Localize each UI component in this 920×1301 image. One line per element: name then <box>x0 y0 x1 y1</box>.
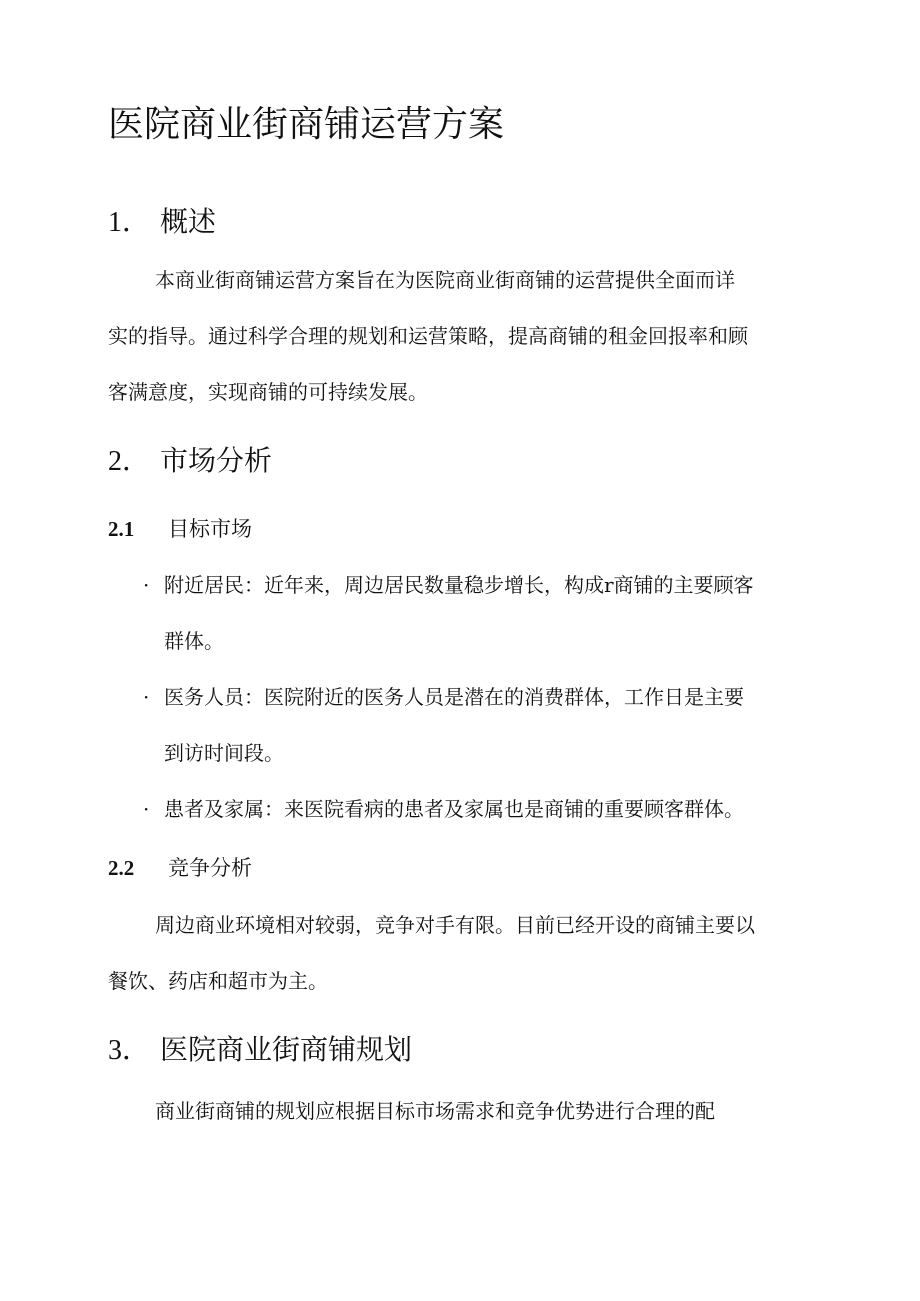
subsection-2-1-heading <box>108 514 252 544</box>
section-3-title: 医院商业街商铺规划 <box>160 1033 413 1066</box>
subsection-2-2-heading <box>108 853 252 883</box>
section-1-paragraph-line: 本商业街商铺运营方案旨在为医院商业街商铺的运营提供全面而详 <box>155 268 735 292</box>
bullet-item-line: 到访时间段。 <box>164 741 284 765</box>
section-2-2-paragraph-line: 周边商业环境相对较弱，竞争对手有限。目前已经开设的商铺主要以 <box>155 913 755 937</box>
section-2-2-paragraph-line: 餐饮、药店和超市为主。 <box>108 969 328 993</box>
section-3-heading <box>108 1030 412 1071</box>
document-title: 医院商业街商铺运营方案 <box>108 104 505 145</box>
bullet-item-line: 群体。 <box>164 629 224 653</box>
section-2-title: 市场分析 <box>160 444 273 477</box>
section-1-number: 1． <box>108 207 151 238</box>
bullet-dot-icon: · <box>143 685 150 709</box>
section-1-paragraph-line: 实的指导。通过科学合理的规划和运营策略，提高商铺的租金回报率和顾 <box>108 324 748 348</box>
bullet-item-line: 附近居民：近年来，周边居民数量稳步增长，构成r商铺的主要顾客 <box>164 573 754 597</box>
bullet-item-line: 患者及家属：来医院看病的患者及家属也是商铺的重要顾客群体。 <box>164 797 744 821</box>
section-2-number: 2． <box>108 446 151 477</box>
section-3-paragraph-line: 商业街商铺的规划应根据目标市场需求和竞争优势进行合理的配 <box>155 1099 715 1123</box>
section-2-heading <box>108 441 272 482</box>
section-1-paragraph-line: 客满意度，实现商铺的可持续发展。 <box>108 380 428 404</box>
bullet-dot-icon: · <box>143 573 150 597</box>
bullet-dot-icon: · <box>143 797 150 821</box>
bullet-item-line: 医务人员：医院附近的医务人员是潜在的消费群体，工作日是主要 <box>164 685 744 709</box>
subsection-2-2-number: 2.2 <box>108 856 135 880</box>
subsection-2-1-title: 目标市场 <box>168 517 252 541</box>
section-1-title: 概述 <box>160 205 217 238</box>
section-3-number: 3． <box>108 1035 151 1066</box>
subsection-2-2-title: 竞争分析 <box>168 856 252 880</box>
subsection-2-1-number: 2.1 <box>108 517 135 541</box>
section-1-heading <box>108 202 216 243</box>
